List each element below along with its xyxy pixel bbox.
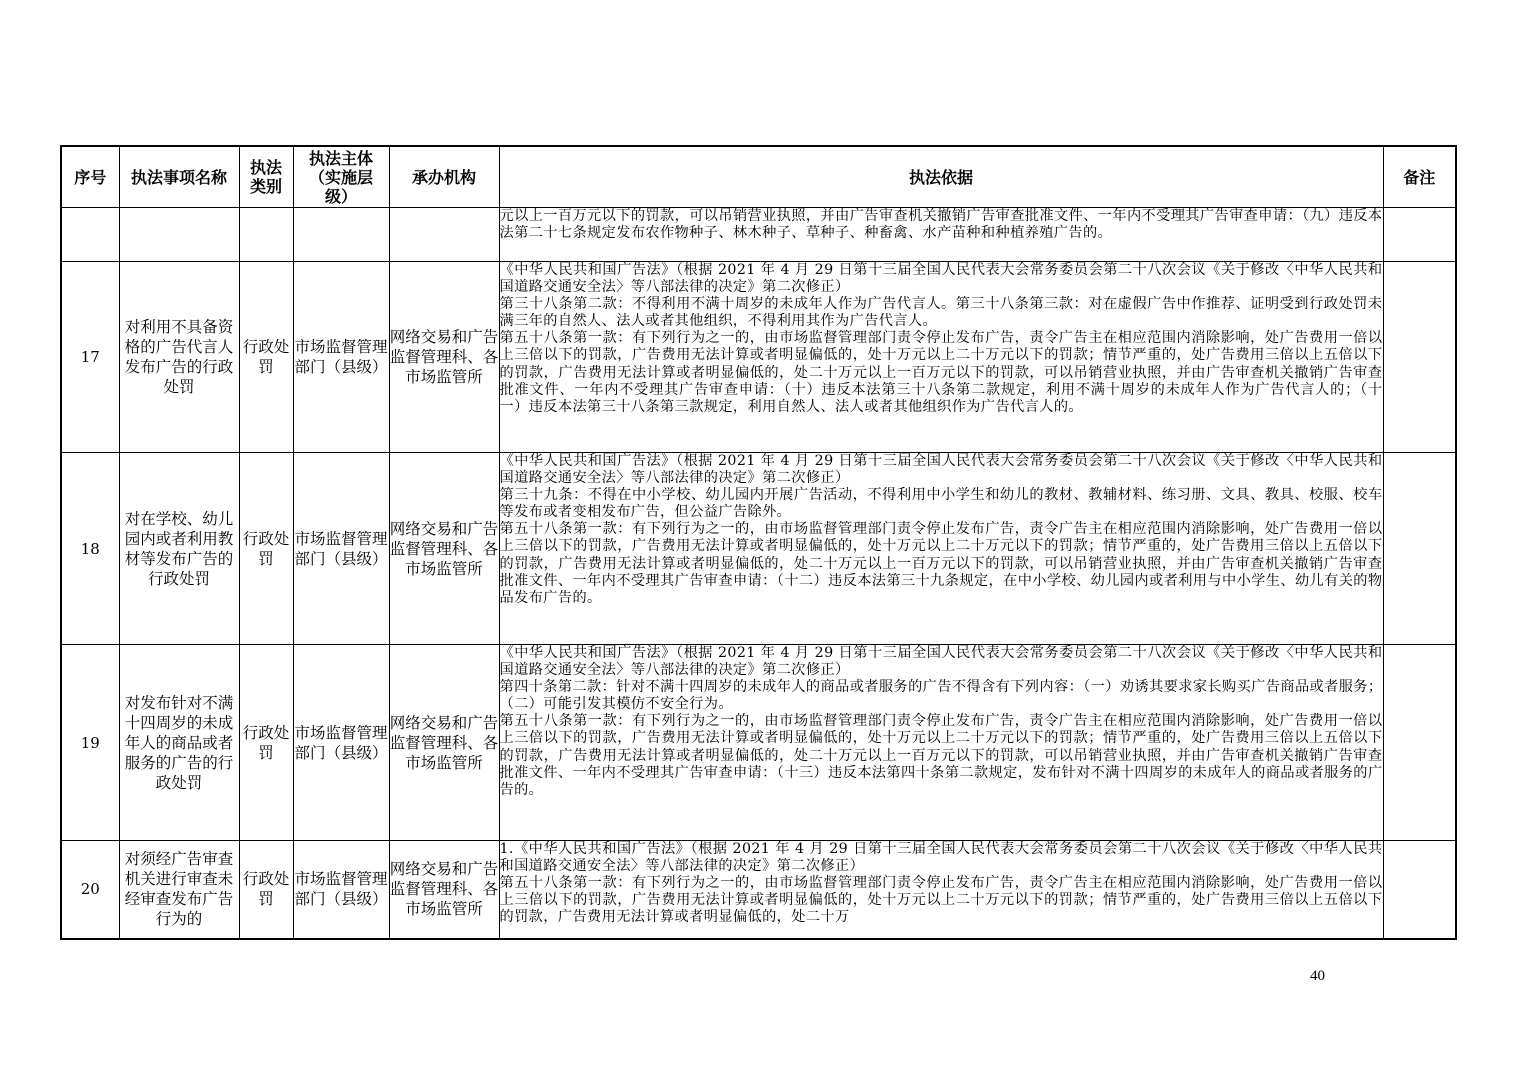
row-category: 行政处罚 (239, 453, 293, 645)
row-agency: 网络交易和广告监督管理科、各市场监管所 (389, 453, 499, 645)
row-item-name: 对须经广告审查机关进行审查未经审查发布广告行为的 (119, 841, 239, 939)
row-subject: 市场监督管理部门（县级） (293, 645, 389, 841)
row-note (1383, 453, 1456, 645)
row-serial: 20 (61, 841, 119, 939)
row-category: 行政处罚 (239, 262, 293, 453)
row-basis (499, 208, 1383, 262)
basis-paragraph: 《中华人民共和国广告法》（根据 2021 年 4 月 29 日第十三届全国人民代表大会常务委员会第二十八次会议《关于修改〈中华人民共和国道路交通安全法〉等八部法律的决定》第二次修正） (499, 453, 1383, 487)
row-subject: 市场监督管理部门（县级） (293, 841, 389, 939)
basis-paragraph: 《中华人民共和国广告法》（根据 2021 年 4 月 29 日第十三届全国人民代表大会常务委员会第二十八次会议《关于修改〈中华人民共和国道路交通安全法〉等八部法律的决定》第二次修正） (499, 262, 1383, 296)
row-agency: 网络交易和广告监督管理科、各市场监管所 (389, 262, 499, 453)
table-row (61, 453, 1456, 645)
basis-paragraph: 第五十八条第一款：有下列行为之一的，由市场监督管理部门责令停止发布广告，责令广告主在相应范围内消除影响，处广告费用一倍以上三倍以下的罚款，广告费用无法计算或者明显偏低的，处十万元以上二十万元以下的罚款；情节严重的，处广告费用三倍以上五倍以下的罚款，广告费用无法计算或者明显偏低的，处二十万元以上一百万元以下的罚款，可以吊销营业执照，并由广告审查机关撤销广告审查批准文件、一年内不受理其广告审查申请：（十二）违反本法第三十九条规定，在中小学校、幼儿园内或者利用与中小学生、幼儿有关的物品发布广告的。 (499, 521, 1383, 606)
basis-paragraph: 第五十八条第一款：有下列行为之一的，由市场监督管理部门责令停止发布广告，责令广告主在相应范围内消除影响，处广告费用一倍以上三倍以下的罚款，广告费用无法计算或者明显偏低的，处十万元以上二十万元以下的罚款；情节严重的，处广告费用三倍以上五倍以下的罚款，广告费用无法计算或者明显偏低的，处二十万元以上一百万元以下的罚款，可以吊销营业执照，并由广告审查机关撤销广告审查批准文件、一年内不受理其广告审查申请：（十）违反本法第三十八条第二款规定，利用不满十周岁的未成年人作为广告代言人的；（十一）违反本法第三十八条第三款规定，利用自然人、法人或者其他组织作为广告代言人的。 (499, 330, 1383, 415)
header-item-name: 执法事项名称 (119, 146, 239, 208)
header-agency: 承办机构 (389, 146, 499, 208)
row-subject: 市场监督管理部门（县级） (293, 262, 389, 453)
table-body (61, 208, 1456, 939)
row-basis (499, 645, 1383, 841)
enforcement-table (60, 145, 1457, 940)
row-category: 行政处罚 (239, 841, 293, 939)
table-row (61, 645, 1456, 841)
table-row (61, 262, 1456, 453)
row-serial: 19 (61, 645, 119, 841)
row-serial: 18 (61, 453, 119, 645)
row-note (1383, 645, 1456, 841)
header-serial: 序号 (61, 146, 119, 208)
row-note (1383, 208, 1456, 262)
header-subject: 执法主体（实施层级） (293, 146, 389, 208)
row-agency (389, 208, 499, 262)
row-serial: 17 (61, 262, 119, 453)
row-category (239, 208, 293, 262)
basis-paragraph: 第三十八条第二款：不得利用不满十周岁的未成年人作为广告代言人。第三十八条第三款：对在虚假广告中作推荐、证明受到行政处罚未满三年的自然人、法人或者其他组织，不得利用其作为广告代言人。 (499, 296, 1383, 330)
row-serial (61, 208, 119, 262)
row-basis (499, 841, 1383, 939)
row-item-name: 对在学校、幼儿园内或者利用教材等发布广告的行政处罚 (119, 453, 239, 645)
row-item-name (119, 208, 239, 262)
row-agency: 网络交易和广告监督管理科、各市场监管所 (389, 645, 499, 841)
row-agency: 网络交易和广告监督管理科、各市场监管所 (389, 841, 499, 939)
row-basis (499, 262, 1383, 453)
table-row (61, 841, 1456, 939)
basis-paragraph: 元以上一百万元以下的罚款，可以吊销营业执照，并由广告审查机关撤销广告审查批准文件、一年内不受理其广告审查申请：（九）违反本法第二十七条规定发布农作物种子、林木种子、草种子、种畜禽、水产苗种和种植养殖广告的。 (499, 208, 1383, 242)
basis-paragraph: 第三十九条：不得在中小学校、幼儿园内开展广告活动，不得利用中小学生和幼儿的教材、教辅材料、练习册、文具、教具、校服、校车等发布或者变相发布广告，但公益广告除外。 (499, 487, 1383, 521)
row-subject (293, 208, 389, 262)
table-header-row (61, 146, 1456, 208)
row-subject: 市场监督管理部门（县级） (293, 453, 389, 645)
header-note: 备注 (1383, 146, 1456, 208)
basis-paragraph: 1.《中华人民共和国广告法》（根据 2021 年 4 月 29 日第十三届全国人民代表大会常务委员会第二十八次会议《关于修改〈中华人民共和国道路交通安全法〉等八部法律的决定》第二次修正） (499, 841, 1383, 875)
row-item-name: 对利用不具备资格的广告代言人发布广告的行政处罚 (119, 262, 239, 453)
row-note (1383, 262, 1456, 453)
row-item-name: 对发布针对不满十四周岁的未成年人的商品或者服务的广告的行政处罚 (119, 645, 239, 841)
row-category: 行政处罚 (239, 645, 293, 841)
header-category: 执法类别 (239, 146, 293, 208)
basis-paragraph: 第四十条第二款：针对不满十四周岁的未成年人的商品或者服务的广告不得含有下列内容：（一）劝诱其要求家长购买广告商品或者服务；（二）可能引发其模仿不安全行为。 (499, 679, 1383, 713)
header-basis: 执法依据 (499, 146, 1383, 208)
table-row (61, 208, 1456, 262)
basis-paragraph: 第五十八条第一款：有下列行为之一的，由市场监督管理部门责令停止发布广告，责令广告主在相应范围内消除影响，处广告费用一倍以上三倍以下的罚款，广告费用无法计算或者明显偏低的，处十万元以上二十万元以下的罚款；情节严重的，处广告费用三倍以上五倍以下的罚款，广告费用无法计算或者明显偏低的，处二十万 (499, 875, 1383, 926)
row-note (1383, 841, 1456, 939)
row-basis (499, 453, 1383, 645)
page-number: 40 (1310, 968, 1325, 984)
basis-paragraph: 第五十八条第一款：有下列行为之一的，由市场监督管理部门责令停止发布广告，责令广告主在相应范围内消除影响，处广告费用一倍以上三倍以下的罚款，广告费用无法计算或者明显偏低的，处十万元以上二十万元以下的罚款；情节严重的，处广告费用三倍以上五倍以下的罚款，广告费用无法计算或者明显偏低的，处二十万元以上一百万元以下的罚款，可以吊销营业执照，并由广告审查机关撤销广告审查批准文件、一年内不受理其广告审查申请：（十三）违反本法第四十条第二款规定，发布针对不满十四周岁的未成年人的商品或者服务的广告的。 (499, 713, 1383, 798)
basis-paragraph: 《中华人民共和国广告法》（根据 2021 年 4 月 29 日第十三届全国人民代表大会常务委员会第二十八次会议《关于修改〈中华人民共和国道路交通安全法〉等八部法律的决定》第二次修正） (499, 645, 1383, 679)
